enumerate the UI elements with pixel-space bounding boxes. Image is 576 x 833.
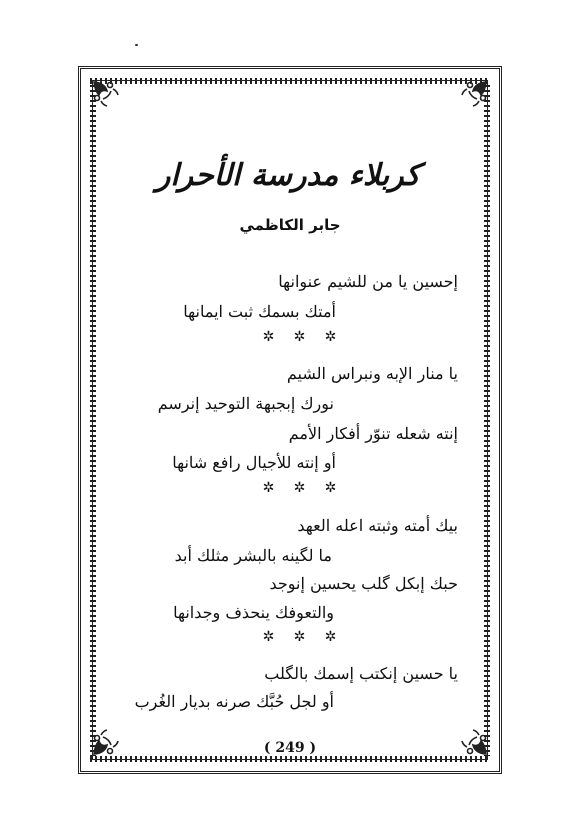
- asterisk-star-icon: ✲: [262, 329, 275, 345]
- poem-title: كربلاء مدرسة الأحرار: [155, 158, 420, 193]
- poem-author: جابر الكاظمي: [239, 216, 341, 234]
- verse-line: إحسين يا من للشيم عنوانها: [278, 272, 458, 291]
- floral-corner-icon: [459, 727, 489, 757]
- stanza-separator: [262, 329, 337, 345]
- asterisk-star-icon: ✲: [262, 480, 275, 496]
- verse-line: والتعوفك ينحذف وجدانها: [173, 603, 334, 622]
- asterisk-star-icon: ✲: [293, 480, 306, 496]
- asterisk-star-icon: ✲: [324, 480, 337, 496]
- verse-line: ما لگينه بالبشر مثلك أبد: [174, 546, 332, 565]
- verse-line: نورك إبجبهة التوحيد إنرسم: [157, 394, 334, 413]
- floral-corner-icon: [459, 79, 489, 109]
- stanza-separator: [262, 629, 337, 645]
- verse-line: يا حسين إنكتب إسمك بالگلب: [264, 664, 458, 683]
- asterisk-star-icon: ✲: [324, 629, 337, 645]
- speck: [135, 44, 138, 46]
- verse-line: يا منار الإبه ونبراس الشيم: [286, 364, 458, 383]
- page-number: ( 249 ): [263, 740, 317, 756]
- verse-line: حبك إبكل گلب يحسين إنوجد: [269, 574, 458, 593]
- asterisk-star-icon: ✲: [324, 329, 337, 345]
- verse-line: أو لجل حُبَّك صرنه بديار الغُرب: [134, 692, 334, 711]
- verse-line: أو إنته للأجيال رافع شانها: [172, 453, 336, 472]
- asterisk-star-icon: ✲: [262, 629, 275, 645]
- verse-line: بيك أمته وثبته اعله العهد: [297, 516, 458, 535]
- asterisk-star-icon: ✲: [293, 629, 306, 645]
- floral-corner-icon: [91, 79, 121, 109]
- stanza-separator: [262, 480, 337, 496]
- verse-line: أمتك بسمك ثبت ايمانها: [183, 302, 336, 321]
- floral-corner-icon: [91, 727, 121, 757]
- verse-line: إنته شعله تنوّر أفكار الأمم: [288, 424, 458, 443]
- asterisk-star-icon: ✲: [293, 329, 306, 345]
